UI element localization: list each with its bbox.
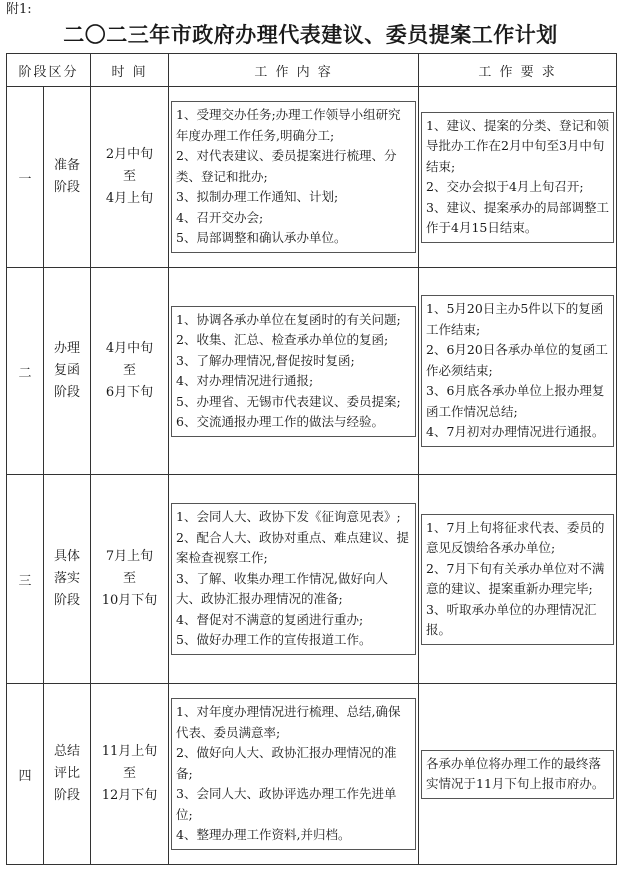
- content-item: 3、了解、收集办理工作情况,做好向人大、政协汇报办理情况的准备;: [176, 570, 388, 607]
- content-item: 2、配合人大、政协对重点、难点建议、提案检查视察工作;: [176, 529, 409, 566]
- header-time: 时 间: [91, 54, 169, 87]
- stage-time: [91, 475, 169, 684]
- requirement-item: 2、6月20日各承办单位的复函工作必须结束;: [426, 342, 608, 378]
- stage-time: [91, 684, 169, 865]
- stage-number: 一: [7, 87, 44, 268]
- time-start: 7月上旬: [105, 549, 154, 564]
- stage-name-line: 阶段: [54, 788, 81, 803]
- content-item: 1、会同人大、政协下发《征询意见表》;: [176, 509, 401, 525]
- requirement-item: 各承办单位将办理工作的最终落实情况于11月下旬上报市府办。: [426, 755, 605, 791]
- content-item: 3、了解办理情况,督促按时复函;: [176, 352, 355, 368]
- requirement-item: 3、6月底各承办单位上报办理复函工作情况总结;: [426, 383, 605, 419]
- content-item: 2、收集、汇总、检查承办单位的复函;: [176, 332, 389, 347]
- work-requirement-cell: [419, 475, 617, 684]
- content-item: 2、做好向人大、政协汇报办理情况的准备;: [176, 745, 397, 781]
- stage-number: 四: [7, 684, 44, 865]
- stage-number: 二: [7, 268, 44, 475]
- table-header-row: [7, 54, 617, 87]
- stage-time: [91, 87, 169, 268]
- stage-name: [44, 684, 91, 865]
- time-end: 6月下旬: [105, 385, 154, 400]
- table-row: [7, 684, 617, 865]
- work-plan-table: [6, 53, 617, 865]
- stage-name: [44, 87, 91, 268]
- time-separator: 至: [123, 363, 137, 378]
- header-content: 工 作 内 容: [169, 54, 419, 87]
- work-requirement-cell: [419, 268, 617, 475]
- stage-name-line: 复函: [54, 363, 81, 378]
- stage-time: [91, 268, 169, 475]
- requirement-item: 2、交办会拟于4月上旬召开;: [426, 179, 584, 194]
- time-end: 12月下旬: [101, 788, 158, 803]
- content-item: 4、整理办理工作资料,并归档。: [176, 827, 351, 843]
- table-row: [7, 87, 617, 268]
- stage-name-line: 阶段: [54, 385, 81, 400]
- content-item: 4、对办理情况进行通报;: [176, 373, 314, 388]
- stage-name-line: 具体: [54, 549, 81, 564]
- stage-name-line: 办理: [54, 341, 81, 356]
- stage-name: [44, 475, 91, 684]
- stage-name-line: 评比: [54, 766, 81, 781]
- content-item: 1、对年度办理情况进行梳理、总结,确保代表、委员满意率;: [176, 704, 401, 740]
- time-start: 4月中旬: [105, 341, 154, 356]
- work-content-cell: [169, 268, 419, 475]
- stage-name: [44, 268, 91, 475]
- content-item: 5、办理省、无锡市代表建议、委员提案;: [176, 393, 401, 409]
- stage-name-line: 落实: [54, 571, 81, 586]
- content-item: 4、督促对不满意的复函进行重办;: [176, 611, 364, 627]
- stage-number: 三: [7, 475, 44, 684]
- requirement-item: 3、听取承办单位的办理情况汇报。: [426, 601, 597, 637]
- requirement-item: 1、7月上旬将征求代表、委员的意见反馈给各承办单位;: [426, 519, 605, 555]
- header-requirement: 工 作 要 求: [419, 54, 617, 87]
- content-item: 3、拟制办理工作通知、计划;: [176, 189, 339, 205]
- stage-name-line: 总结: [54, 744, 81, 759]
- time-end: 4月上旬: [105, 191, 154, 206]
- header-stage: 阶段区分: [7, 54, 91, 87]
- work-requirement-cell: [419, 684, 617, 865]
- time-end: 10月下旬: [101, 593, 158, 608]
- stage-name-line: 准备: [54, 158, 81, 173]
- time-start: 2月中旬: [105, 147, 154, 162]
- time-separator: 至: [123, 571, 137, 586]
- requirement-item: 1、建议、提案的分类、登记和领导批办工作在2月中旬至3月中旬结束;: [426, 117, 609, 174]
- table-row: [7, 475, 617, 684]
- time-separator: 至: [123, 766, 137, 781]
- content-item: 2、对代表建议、委员提案进行梳理、分类、登记和批办;: [176, 148, 397, 184]
- content-item: 5、局部调整和确认承办单位。: [176, 230, 347, 246]
- content-item: 4、召开交办会;: [176, 209, 264, 225]
- content-item: 1、受理交办任务;办理工作领导小组研究年度办理工作任务,明确分工;: [176, 107, 401, 143]
- work-requirement-cell: [419, 87, 617, 268]
- requirement-item: 2、7月下旬有关承办单位对不满意的建议、提案重新办理完毕;: [426, 560, 605, 596]
- stage-name-line: 阶段: [54, 180, 81, 195]
- work-content-cell: [169, 475, 419, 684]
- time-start: 11月上旬: [101, 744, 158, 759]
- table-row: [7, 268, 617, 475]
- work-content-cell: [169, 87, 419, 268]
- content-item: 5、做好办理工作的宣传报道工作。: [176, 632, 372, 648]
- requirement-item: 1、5月20日主办5件以下的复函工作结束;: [426, 301, 604, 337]
- annex-label: 附1:: [6, 2, 32, 17]
- requirement-item: 4、7月初对办理情况进行通报。: [426, 424, 605, 440]
- document-title: 二〇二三年市政府办理代表建议、委员提案工作计划: [63, 23, 558, 47]
- time-separator: 至: [123, 169, 137, 184]
- work-content-cell: [169, 684, 419, 865]
- stage-name-line: 阶段: [54, 593, 81, 608]
- content-item: 6、交流通报办理工作的做法与经验。: [176, 414, 384, 429]
- content-item: 1、协调各承办单位在复函时的有关问题;: [176, 311, 401, 327]
- requirement-item: 3、建议、提案承办的局部调整工作于4月15日结束。: [426, 199, 609, 235]
- content-item: 3、会同人大、政协评选办理工作先进单位;: [176, 786, 397, 822]
